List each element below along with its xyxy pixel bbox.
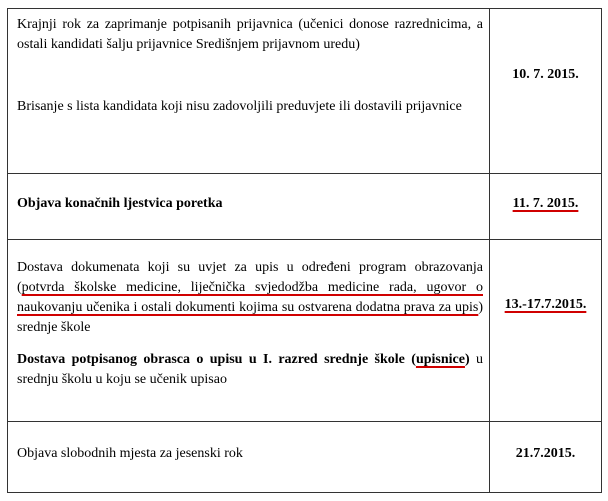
- table-row: [8, 174, 602, 240]
- activity-cell: [8, 240, 490, 422]
- activity-text-part: Dostava dokumenata koji su uvjet za upis u određeni program obrazovanja (: [17, 260, 483, 295]
- date-text: 21.7.2015.: [515, 446, 576, 461]
- date-cell: [490, 9, 602, 174]
- date-text: 10. 7. 2015.: [512, 67, 579, 82]
- activity-text-part: Dostava potpisanog obrasca o upisu u I. razred srednje škole (: [17, 352, 416, 367]
- activity-text-part: ): [464, 352, 470, 367]
- table-row: [8, 240, 602, 422]
- date-cell: [490, 174, 602, 240]
- table-row: [8, 422, 602, 493]
- activity-text-part: ) srednje škole: [17, 300, 483, 335]
- date-cell: [490, 240, 602, 422]
- activity-cell: [8, 9, 490, 174]
- activity-cell: [8, 422, 490, 493]
- activity-text: Krajnji rok za zaprimanje potpisanih prijavnica (učenici donose razrednicima, a ostali kandidati šalju prijavnice Središnjem prijavnom uredu): [17, 17, 483, 52]
- schedule-table: [7, 8, 602, 493]
- activity-text-part: u srednju školu u koju se učenik upisao: [17, 352, 484, 387]
- activity-text: Objava konačnih ljestvica poretka: [17, 196, 223, 211]
- activity-text-underlined: upisnice: [415, 352, 465, 367]
- activity-cell: [8, 174, 490, 240]
- table-row: [8, 9, 602, 174]
- activity-text: Objava slobodnih mjesta za jesenski rok: [17, 446, 243, 461]
- date-text: 11. 7. 2015.: [512, 196, 579, 211]
- activity-text: [17, 350, 483, 390]
- date-cell: [490, 422, 602, 493]
- activity-text-underlined: potvrda školske medicine, liječnička svjedodžba medicine rada, ugovor o naukovanju učenika i ostali dokumenti kojima su ostvarena dodatna prava za upis: [17, 280, 483, 315]
- date-text: 13.-17.7.2015.: [504, 297, 587, 312]
- activity-text: [17, 258, 483, 338]
- activity-text: Brisanje s lista kandidata koji nisu zadovoljili preduvjete ili dostavili prijavnice: [17, 99, 462, 114]
